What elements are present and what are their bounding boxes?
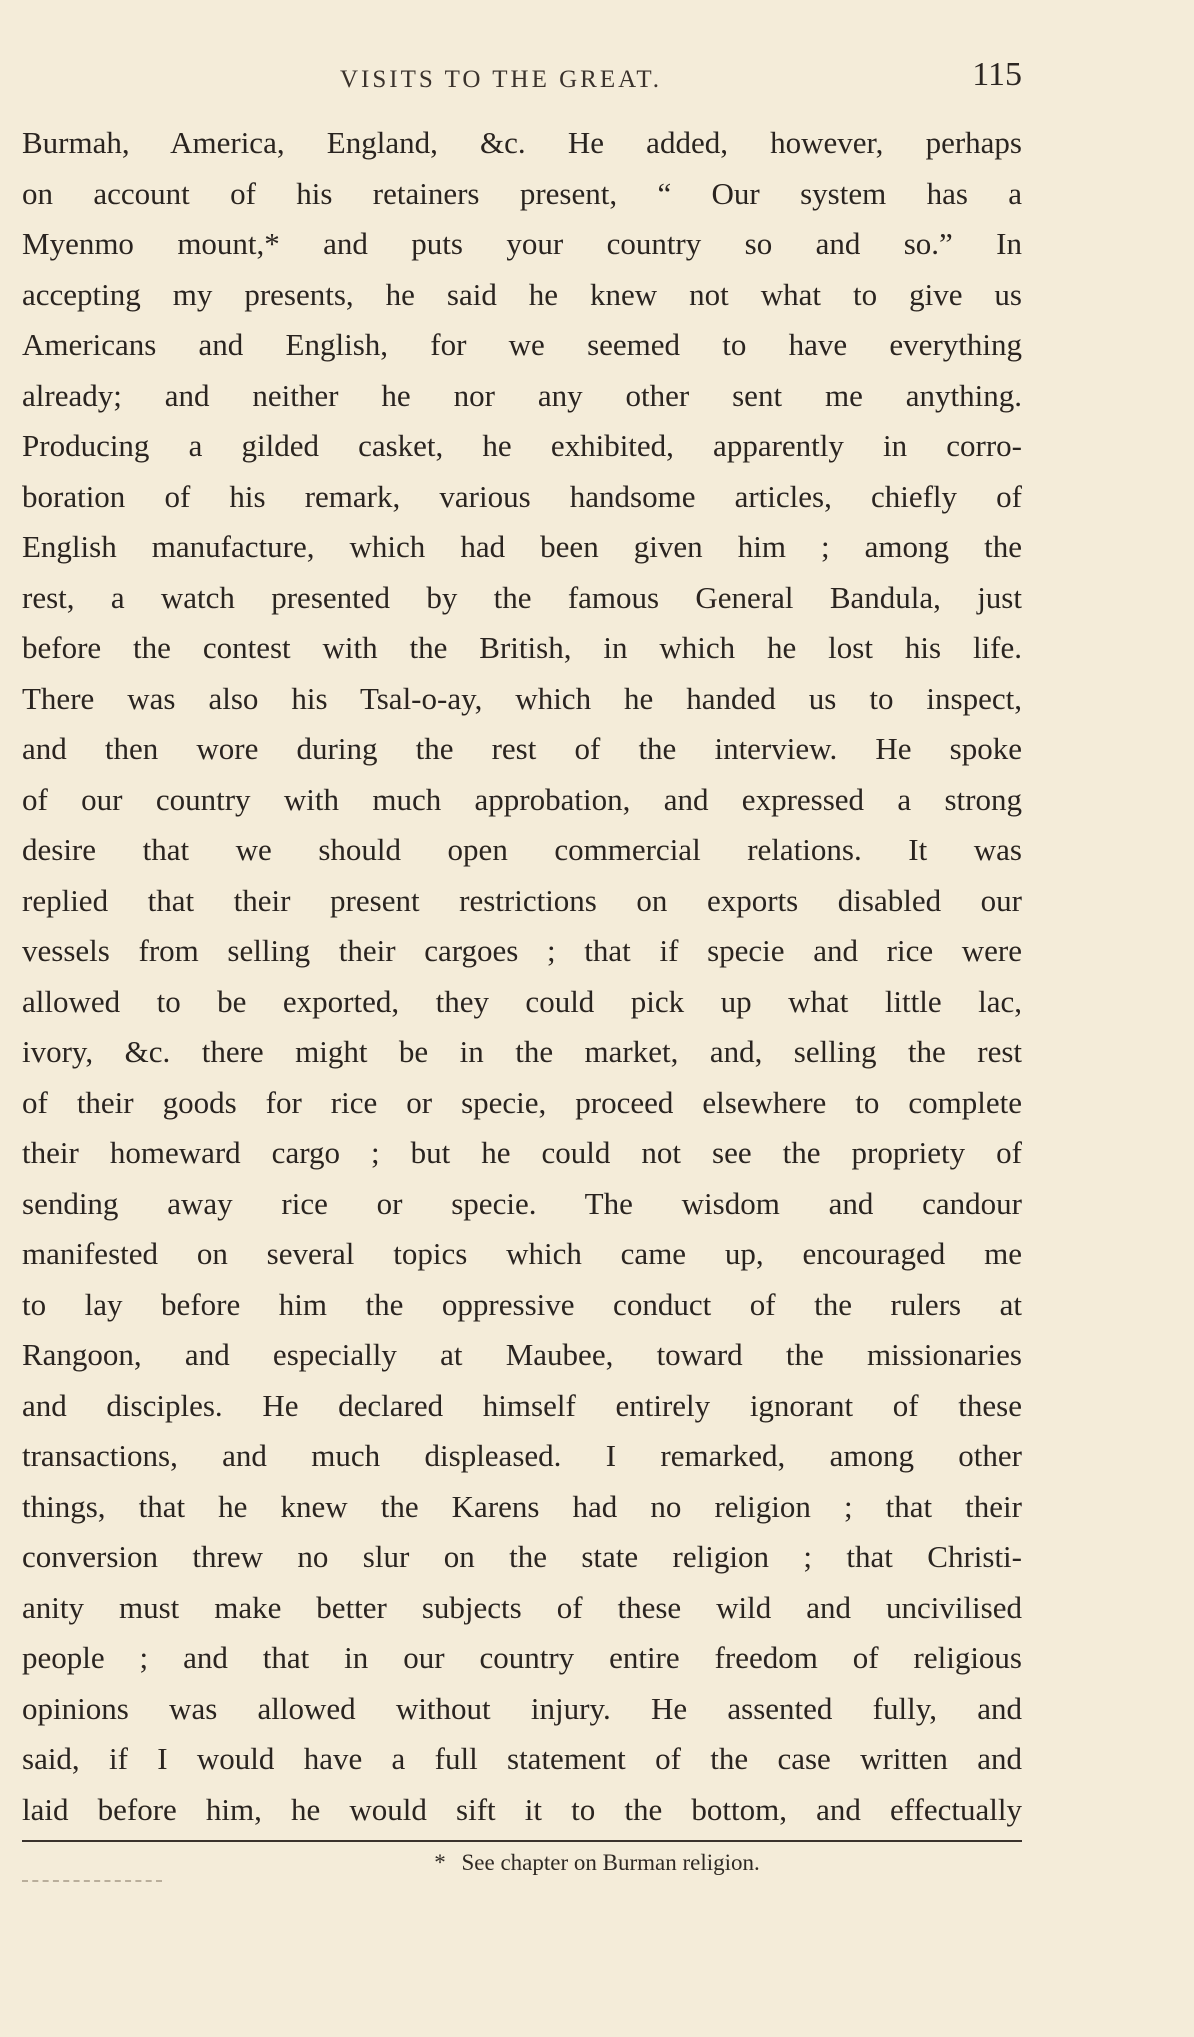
footnote-marker: * [434, 1850, 446, 1875]
text-line: ivory, &c. there might be in the market, and, selling the rest [22, 1034, 1022, 1069]
text-line: and disciples. He declared himself entirely ignorant of these [22, 1387, 1022, 1423]
text-line: Producing a gilded casket, he exhibited, apparently in corro- [22, 428, 1022, 463]
text-line: conversion threw no slur on the state religion ; that Christi- [22, 1539, 1022, 1574]
text-line: opinions was allowed without injury. He assented fully, and [22, 1690, 1022, 1726]
text-line: said, if I would have a full statement of the case written and [22, 1741, 1022, 1776]
text-line: anity must make better subjects of these wild and uncivilised [22, 1589, 1022, 1625]
body-text [22, 118, 1022, 1835]
text-line: sending away rice or specie. The wisdom and candour [22, 1185, 1022, 1221]
text-line: of our country with much approbation, and expressed a strong [22, 781, 1022, 817]
text-line: manifested on several topics which came up, encouraged me [22, 1236, 1022, 1271]
page-number: 115 [972, 56, 1022, 93]
text-line: people ; and that in our country entire freedom of religious [22, 1640, 1022, 1675]
text-line: allowed to be exported, they could pick up what little lac, [22, 983, 1022, 1019]
footnote-divider [22, 1840, 1022, 1842]
footnote-text: See chapter on Burman religion. [461, 1850, 760, 1875]
text-line: to lay before him the oppressive conduct of the rulers at [22, 1286, 1022, 1322]
text-line: and then wore during the rest of the interview. He spoke [22, 731, 1022, 766]
text-line: replied that their present restrictions on exports disabled our [22, 882, 1022, 918]
text-line: There was also his Tsal-o-ay, which he handed us to inspect, [22, 680, 1022, 716]
text-line: things, that he knew the Karens had no religion ; that their [22, 1488, 1022, 1524]
page-smudge [22, 1880, 162, 1882]
text-line: already; and neither he nor any other sent me anything. [22, 377, 1022, 413]
text-line: Burmah, America, England, &c. He added, however, perhaps [22, 125, 1022, 160]
running-head [22, 56, 1022, 100]
text-line: rest, a watch presented by the famous General Bandula, just [22, 579, 1022, 615]
text-line: of their goods for rice or specie, proceed elsewhere to complete [22, 1084, 1022, 1120]
footnote [0, 1850, 1194, 1876]
text-line: boration of his remark, various handsome articles, chiefly of [22, 478, 1022, 514]
text-line: their homeward cargo ; but he could not see the propriety of [22, 1135, 1022, 1170]
text-line: desire that we should open commercial relations. It was [22, 832, 1022, 867]
text-line: Americans and English, for we seemed to have everything [22, 327, 1022, 362]
text-line: vessels from selling their cargoes ; that if specie and rice were [22, 933, 1022, 968]
text-line: Myenmo mount,* and puts your country so and so.” In [22, 226, 1022, 261]
text-line: English manufacture, which had been given him ; among the [22, 529, 1022, 564]
text-line: accepting my presents, he said he knew not what to give us [22, 276, 1022, 312]
text-line: before the contest with the British, in which he lost his life. [22, 630, 1022, 665]
text-line: Rangoon, and especially at Maubee, toward the missionaries [22, 1337, 1022, 1372]
text-line: transactions, and much displeased. I remarked, among other [22, 1438, 1022, 1473]
text-line: on account of his retainers present, “ Our system has a [22, 175, 1022, 211]
text-line: laid before him, he would sift it to the bottom, and effectually [22, 1791, 1022, 1827]
running-title: VISITS TO THE GREAT. [340, 66, 663, 93]
